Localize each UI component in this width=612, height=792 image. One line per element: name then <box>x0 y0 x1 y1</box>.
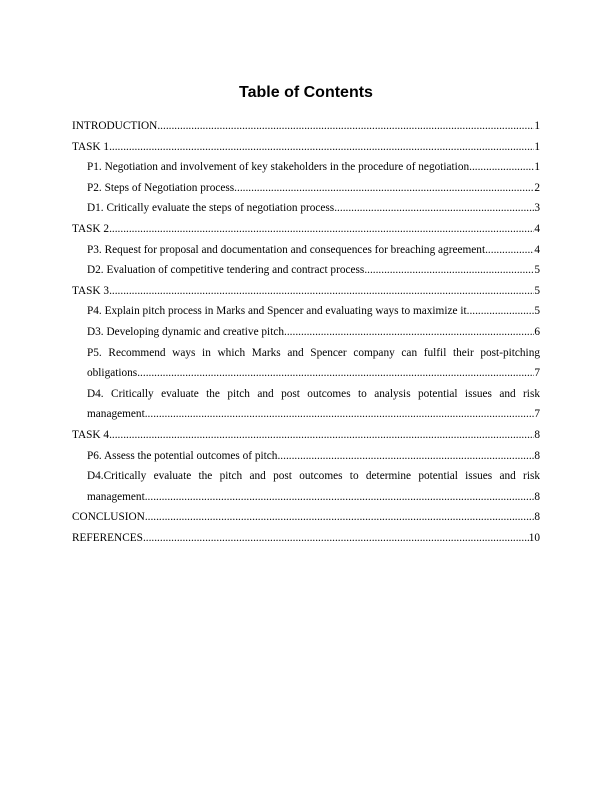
toc-entry-label: TASK 4 <box>72 428 110 441</box>
toc-entry-line2 <box>87 404 540 425</box>
dot-leader <box>469 157 534 178</box>
toc-entry-label-line2: obligations <box>87 367 138 380</box>
toc-entry-label: P1. Negotiation and involvement of key stakeholders in the procedure of negotiation <box>87 161 470 174</box>
toc-page-number: 6 <box>534 325 540 338</box>
toc-entry-p3[interactable] <box>72 240 540 261</box>
toc-page-number: 10 <box>528 531 540 544</box>
dot-leader <box>485 240 534 261</box>
dot-leader <box>234 178 534 199</box>
toc-page-number: 8 <box>534 449 540 462</box>
toc-entry-label: P3. Request for proposal and documentation and consequences for breaching agreement <box>87 243 486 256</box>
toc-entry-d1[interactable] <box>72 198 540 219</box>
dot-leader <box>109 137 534 158</box>
toc-page-number: 1 <box>534 140 540 153</box>
toc-entry-p6[interactable] <box>72 446 540 467</box>
toc-page-number: 2 <box>534 181 540 194</box>
table-of-contents <box>72 116 540 548</box>
toc-page-number: 7 <box>534 367 540 380</box>
toc-entry-label: P2. Steps of Negotiation process <box>87 181 235 194</box>
dot-leader <box>145 507 535 528</box>
toc-entry-label-line1: D4. Critically evaluate the pitch and post outcomes to analysis potential issues and risk <box>87 387 540 400</box>
toc-entry-label: P6. Assess the potential outcomes of pitch <box>87 449 278 462</box>
toc-entry-task-3[interactable] <box>72 281 540 302</box>
toc-page-number: 4 <box>534 222 540 235</box>
dot-leader <box>284 322 534 343</box>
dot-leader <box>277 446 534 467</box>
dot-leader <box>467 301 535 322</box>
toc-entry-references[interactable] <box>72 528 540 549</box>
toc-entry-label: D1. Critically evaluate the steps of negotiation process <box>87 202 335 215</box>
toc-entry-p4[interactable] <box>72 301 540 322</box>
toc-entry-introduction[interactable] <box>72 116 540 137</box>
toc-entry-d4-task4[interactable] <box>72 466 540 507</box>
toc-entry-label: D3. Developing dynamic and creative pitch <box>87 325 285 338</box>
toc-entry-task-4[interactable] <box>72 425 540 446</box>
toc-entry-d3[interactable] <box>72 322 540 343</box>
toc-entry-label: D2. Evaluation of competitive tendering and contract process <box>87 264 365 277</box>
toc-entry-label-line2: management <box>87 490 145 503</box>
toc-entry-label: TASK 2 <box>72 222 110 235</box>
toc-entry-label-line2: management <box>87 408 145 421</box>
dot-leader <box>145 404 535 425</box>
toc-page-number: 5 <box>534 305 540 318</box>
dot-leader <box>364 260 534 281</box>
dot-leader <box>145 487 535 508</box>
toc-page-number: 5 <box>534 264 540 277</box>
dot-leader <box>157 116 534 137</box>
toc-page-number: 5 <box>534 284 540 297</box>
toc-entry-p5[interactable] <box>72 343 540 384</box>
toc-page-number: 3 <box>534 202 540 215</box>
toc-entry-task-2[interactable] <box>72 219 540 240</box>
toc-entry-label: REFERENCES <box>72 531 143 544</box>
toc-page-number: 8 <box>534 490 540 503</box>
dot-leader <box>334 198 534 219</box>
dot-leader <box>109 219 534 240</box>
dot-leader <box>143 528 529 549</box>
toc-entry-label: P4. Explain pitch process in Marks and Spencer and evaluating ways to maximize it <box>87 305 467 318</box>
toc-entry-d2[interactable] <box>72 260 540 281</box>
toc-page-number: 1 <box>534 120 540 132</box>
dot-leader <box>109 425 534 446</box>
toc-entry-p1[interactable] <box>72 157 540 178</box>
toc-entry-line2 <box>87 363 540 384</box>
toc-entry-label: TASK 1 <box>72 140 110 153</box>
toc-page-number: 1 <box>534 161 540 174</box>
toc-entry-conclusion[interactable] <box>72 507 540 528</box>
toc-entry-task-1[interactable] <box>72 137 540 158</box>
toc-entry-label: CONCLUSION <box>72 511 145 524</box>
toc-entry-p2[interactable] <box>72 178 540 199</box>
toc-entry-label-line1: P5. Recommend ways in which Marks and Spencer company can fulfil their post-pitching <box>87 346 540 359</box>
toc-entry-line2 <box>87 487 540 508</box>
dot-leader <box>109 281 534 302</box>
dot-leader <box>137 363 534 384</box>
toc-page-number: 4 <box>534 243 540 256</box>
toc-entry-label: TASK 3 <box>72 284 110 297</box>
toc-entry-label: INTRODUCTION <box>72 120 158 132</box>
page-title: Table of Contents <box>239 84 373 101</box>
toc-page-number: 7 <box>534 408 540 421</box>
toc-page-number: 8 <box>534 511 540 524</box>
toc-page-number: 8 <box>534 428 540 441</box>
toc-entry-d4-task3[interactable] <box>72 384 540 425</box>
toc-entry-label-line1: D4.Critically evaluate the pitch and post outcomes to determine potential issues and risk <box>87 470 540 483</box>
